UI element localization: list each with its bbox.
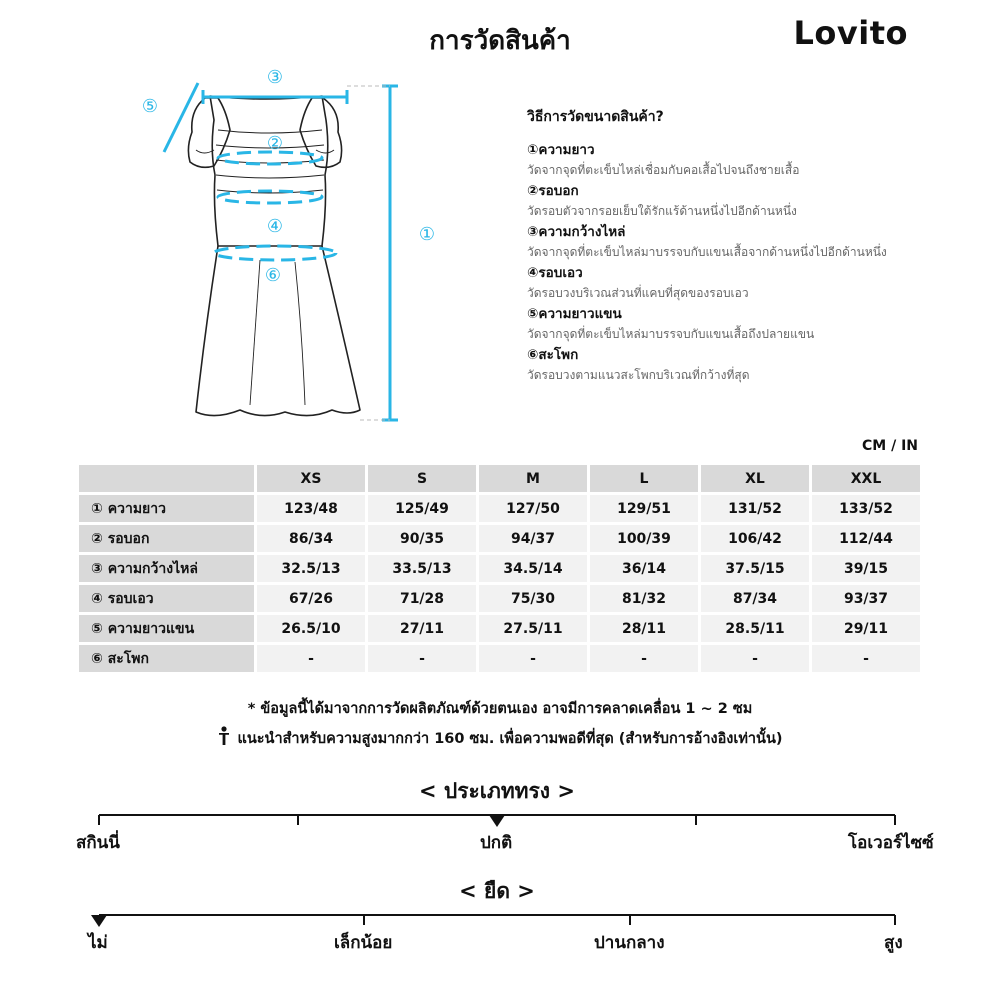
- stretch-label-none: ไม่: [88, 933, 108, 953]
- row-label: ⑥ สะโพก: [79, 645, 254, 672]
- stretch-scale-bar: [0, 905, 1000, 935]
- height-note: [0, 726, 1000, 750]
- row-label: ② รอบอก: [79, 525, 254, 552]
- guide-item-desc: วัดรอบวงบริเวณส่วนที่แคบที่สุดของรอบเอว: [527, 286, 749, 300]
- stretch-label-slight: เล็กน้อย: [334, 933, 393, 953]
- table-cell: -: [479, 645, 587, 672]
- table-cell: 29/11: [812, 615, 920, 642]
- size-header: XXL: [812, 465, 920, 492]
- table-cell: 100/39: [590, 525, 698, 552]
- table-cell: 33.5/13: [368, 555, 476, 582]
- size-chart-table: [76, 462, 923, 675]
- table-cell: 90/35: [368, 525, 476, 552]
- table-cell: 34.5/14: [479, 555, 587, 582]
- table-row: [79, 495, 920, 522]
- brand-logo: Lovito: [793, 14, 908, 52]
- stretch-selected-marker: [91, 915, 107, 927]
- guide-item-shoulder: [527, 222, 967, 263]
- table-cell: -: [812, 645, 920, 672]
- table-cell: 86/34: [257, 525, 365, 552]
- disclaimer-note: * ข้อมูลนี้ได้มาจากการวัดผลิตภัณฑ์ด้วยตนเอง อาจมีการคลาดเคลื่อน 1 ~ 2 ซม: [247, 701, 753, 717]
- table-cell: 28.5/11: [701, 615, 809, 642]
- table-cell: 26.5/10: [257, 615, 365, 642]
- table-cell: 37.5/15: [701, 555, 809, 582]
- table-cell: 27/11: [368, 615, 476, 642]
- table-cell: 129/51: [590, 495, 698, 522]
- stretch-label-high: สูง: [884, 933, 903, 953]
- table-cell: 28/11: [590, 615, 698, 642]
- guide-item-desc: วัดจากจุดที่ตะเข็บไหล่เชื่อมกับคอเสื้อไปจนถึงชายเสื้อ: [527, 163, 800, 177]
- table-cell: 81/32: [590, 585, 698, 612]
- guide-item-desc: วัดจากจุดที่ตะเข็บไหล่มาบรรจบกับแขนเสื้อจากด้านหนึ่งไปอีกด้านหนึ่ง: [527, 245, 887, 259]
- guide-heading: วิธีการวัดขนาดสินค้า?: [527, 109, 664, 125]
- marker-sleeve: ⑤: [141, 96, 159, 117]
- stretch-label-medium: ปานกลาง: [594, 933, 665, 953]
- guide-item-length: [527, 140, 967, 181]
- table-corner: [79, 465, 254, 492]
- stretch-scale-title: < ยืด >: [459, 879, 535, 903]
- person-icon: [217, 726, 231, 750]
- guide-item-sleeve: [527, 304, 967, 345]
- table-cell: -: [257, 645, 365, 672]
- guide-item-name: ④รอบเอว: [527, 265, 583, 281]
- table-cell: 27.5/11: [479, 615, 587, 642]
- size-header: M: [479, 465, 587, 492]
- height-note-text: แนะนำสำหรับความสูงมากกว่า 160 ซม. เพื่อความพอดีที่สุด (สำหรับการอ้างอิงเท่านั้น): [237, 731, 783, 747]
- dress-measurement-diagram: [130, 60, 460, 430]
- table-row: [79, 645, 920, 672]
- table-cell: 125/49: [368, 495, 476, 522]
- table-cell: 71/28: [368, 585, 476, 612]
- guide-item-waist: [527, 263, 967, 304]
- size-header: XS: [257, 465, 365, 492]
- page-title: การวัดสินค้า: [429, 26, 571, 56]
- fit-selected-marker: [489, 815, 505, 827]
- guide-item-hip: [527, 345, 967, 386]
- marker-waist: ④: [266, 216, 284, 237]
- fit-label-oversize: โอเวอร์ไซซ์: [848, 833, 934, 853]
- fit-label-skinny: สกินนี่: [76, 833, 120, 853]
- table-row: [79, 615, 920, 642]
- row-label: ④ รอบเอว: [79, 585, 254, 612]
- marker-length: ①: [418, 224, 436, 245]
- table-cell: 112/44: [812, 525, 920, 552]
- marker-bust: ②: [266, 133, 284, 154]
- unit-label: CM / IN: [862, 438, 918, 454]
- table-cell: 93/37: [812, 585, 920, 612]
- table-row: [79, 585, 920, 612]
- guide-item-name: ③ความกว้างไหล่: [527, 224, 626, 240]
- table-cell: 123/48: [257, 495, 365, 522]
- table-cell: -: [701, 645, 809, 672]
- fit-label-regular: ปกติ: [480, 833, 513, 853]
- table-cell: 106/42: [701, 525, 809, 552]
- table-cell: -: [368, 645, 476, 672]
- table-cell: 131/52: [701, 495, 809, 522]
- table-row: [79, 525, 920, 552]
- row-label: ① ความยาว: [79, 495, 254, 522]
- guide-item-desc: วัดจากจุดที่ตะเข็บไหล่มาบรรจบกับแขนเสื้อถึงปลายแขน: [527, 327, 815, 341]
- guide-item-name: ⑥สะโพก: [527, 347, 579, 363]
- table-row: [79, 555, 920, 582]
- table-cell: 94/37: [479, 525, 587, 552]
- guide-item-name: ②รอบอก: [527, 183, 579, 199]
- guide-item-desc: วัดรอบวงตามแนวสะโพกบริเวณที่กว้างที่สุด: [527, 368, 750, 382]
- guide-item-desc: วัดรอบตัวจากรอยเย็บใต้รักแร้ด้านหนึ่งไปอีกด้านหนึ่ง: [527, 204, 797, 218]
- table-cell: 127/50: [479, 495, 587, 522]
- table-cell: 75/30: [479, 585, 587, 612]
- guide-item-name: ①ความยาว: [527, 142, 595, 158]
- measurement-guide: [527, 106, 967, 386]
- marker-shoulder: ③: [266, 67, 284, 88]
- fit-scale-title: < ประเภททรง >: [419, 779, 575, 803]
- row-label: ③ ความกว้างไหล่: [79, 555, 254, 582]
- guide-item-name: ⑤ความยาวแขน: [527, 306, 622, 322]
- table-cell: 36/14: [590, 555, 698, 582]
- table-header-row: [79, 465, 920, 492]
- guide-item-bust: [527, 181, 967, 222]
- row-label: ⑤ ความยาวแขน: [79, 615, 254, 642]
- table-cell: 39/15: [812, 555, 920, 582]
- marker-hip: ⑥: [264, 265, 282, 286]
- size-header: L: [590, 465, 698, 492]
- table-cell: 32.5/13: [257, 555, 365, 582]
- measurement-guides: [347, 86, 390, 420]
- size-header: S: [368, 465, 476, 492]
- table-cell: 67/26: [257, 585, 365, 612]
- table-cell: 87/34: [701, 585, 809, 612]
- table-cell: 133/52: [812, 495, 920, 522]
- size-header: XL: [701, 465, 809, 492]
- table-cell: -: [590, 645, 698, 672]
